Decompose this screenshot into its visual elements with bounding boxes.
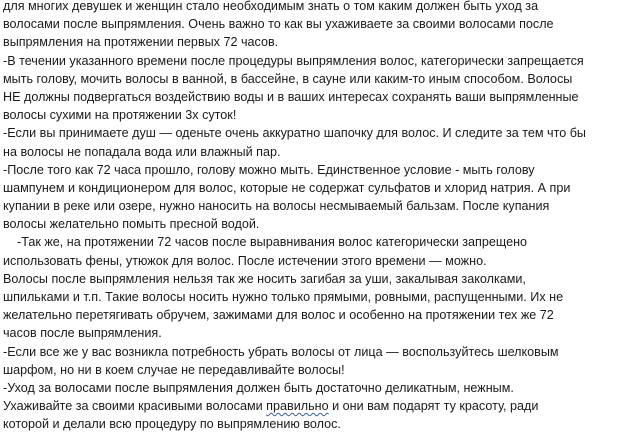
text-line-with-spellcheck: [3, 397, 625, 415]
text-line: -Если все же у вас возникла потребность убрать волосы от лица — воспользуйтесь шелковым: [3, 344, 559, 359]
text-line: -В течении указанного времени после процедуры выпрямления волос, категорически запрещается: [3, 53, 584, 68]
text-line: желательно перетягивать обручем, зажимами для волос и особенно на протяжении тех же 72: [3, 308, 554, 323]
text-line: волосы сухими на протяжении 3х суток!: [3, 108, 237, 123]
text-line: использовать фены, утюжок для волос. После истечении этого времени — можно.: [3, 253, 487, 268]
text-line: купании в реке или озере, нужно наносить на волосы несмываемый бальзам. После купания: [3, 199, 550, 214]
text-line: мыть голову, мочить волосы в ванной, в бассейне, в сауне или каким-то иным способом. Волосы: [3, 71, 573, 86]
text-line: шампунем и кондиционером для волос, которые не содержат сульфатов и хлорид натрия. А при: [3, 180, 571, 195]
spellcheck-flagged-word: правильно: [266, 399, 329, 414]
text-line: -Уход за волосами после выпрямления должен быть достаточно деликатным, нежным.: [3, 380, 514, 395]
text-line: выпрямления на протяжении первых 72 часов.: [3, 35, 279, 50]
text-line: волосы желательно помыть пресной водой.: [3, 217, 260, 232]
text-line: Волосы после выпрямления нельзя так же носить загибая за уши, закалывая заколками,: [3, 271, 526, 286]
text-segment: Ухаживайте за своими красивыми волосами: [3, 399, 267, 414]
text-line: на волосы не попадала вода или влажный пар.: [3, 144, 281, 159]
text-line: часов после выпрямления.: [3, 326, 162, 341]
text-line: НЕ должны подвергаться воздействию воды и в ваших интересах сохранять ваши выпрямленные: [3, 89, 579, 104]
text-segment: и они вам подарят ту красоту, ради: [328, 399, 539, 414]
text-line: шпильками и т.п. Такие волосы носить нужно только прямыми, ровными, распущенными. Их не: [3, 290, 564, 304]
text-line: шарфом, но ни в коем случае не передавливайте волосы!: [3, 362, 345, 377]
text-line: которой и делали всю процедуру по выпрямлению волос.: [3, 417, 341, 432]
text-line: волосами после выпрямления. Очень важно то как вы ухаживаете за своими волосами после: [3, 17, 554, 32]
text-line: для многих девушек и женщин стало необходимым знать о том каким должен быть уход за: [3, 0, 539, 13]
text-line-indented: -Так же, на протяжении 72 часов после выравнивания волос категорически запрещено: [17, 235, 528, 250]
document-body: [3, 0, 625, 434]
text-line: -После того как 72 часа прошло, голову можно мыть. Единственное условие - мыть голову: [3, 162, 535, 177]
text-line: -Если вы принимаете душ — оденьте очень аккуратно шапочку для волос. И следите за тем что бы: [3, 126, 586, 141]
